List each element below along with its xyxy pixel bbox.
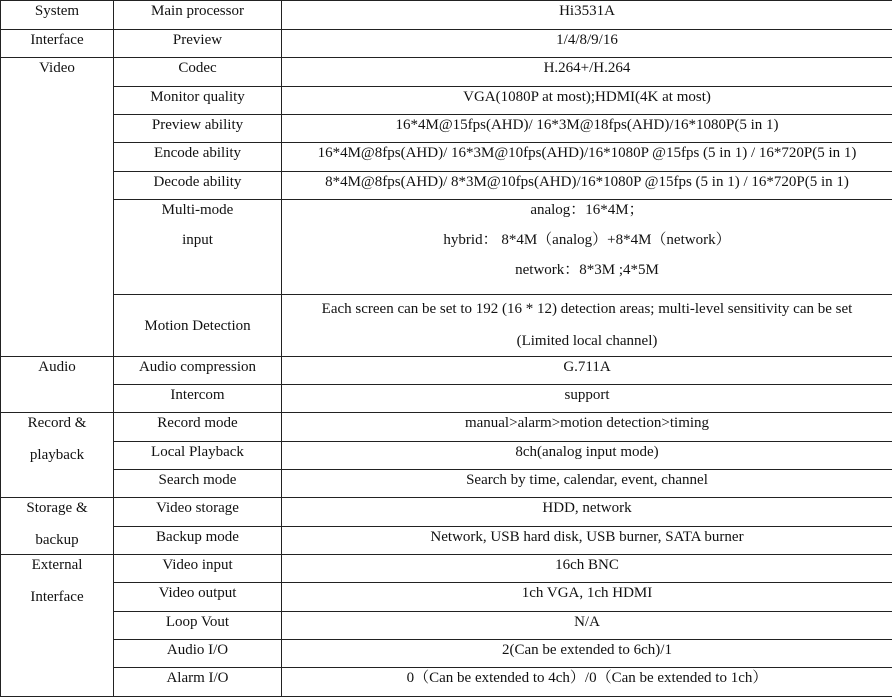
value-cell bbox=[282, 172, 892, 200]
cell-line: Audio compression bbox=[138, 359, 257, 375]
feature-cell bbox=[114, 1, 282, 30]
cell-line: Local Playback bbox=[151, 444, 244, 460]
cell-line: backup bbox=[35, 532, 79, 548]
cell-line: H.264+/H.264 bbox=[543, 60, 631, 76]
cell-line: Monitor quality bbox=[150, 89, 245, 105]
feature-cell bbox=[114, 87, 282, 115]
cell-line: Video storage bbox=[156, 500, 239, 516]
cell-line: Record mode bbox=[157, 415, 238, 431]
category-cell bbox=[1, 555, 114, 697]
cell-line: N/A bbox=[574, 614, 600, 630]
cell-line: Video input bbox=[162, 557, 233, 573]
table-row bbox=[1, 640, 892, 668]
value-cell bbox=[282, 612, 892, 640]
cell-line: Video output bbox=[158, 585, 237, 601]
table-row bbox=[1, 1, 892, 30]
table-row bbox=[1, 498, 892, 527]
cell-line: Decode ability bbox=[153, 174, 242, 190]
value-cell bbox=[282, 200, 892, 295]
feature-cell bbox=[114, 583, 282, 612]
feature-cell bbox=[114, 58, 282, 87]
category-cell bbox=[1, 357, 114, 413]
table-row bbox=[1, 172, 892, 200]
value-cell bbox=[282, 498, 892, 527]
cell-line: System bbox=[34, 3, 80, 19]
value-cell bbox=[282, 87, 892, 115]
feature-cell bbox=[114, 470, 282, 498]
value-cell bbox=[282, 143, 892, 172]
value-cell bbox=[282, 1, 892, 30]
cell-line: 0（Can be extended to 4ch）/0（Can be extended to 1ch） bbox=[406, 670, 768, 686]
cell-line: (Limited local channel) bbox=[516, 333, 658, 349]
table-row bbox=[1, 555, 892, 583]
cell-line: network：8*3M ;4*5M bbox=[515, 262, 659, 278]
feature-cell bbox=[114, 30, 282, 58]
table-row bbox=[1, 442, 892, 470]
feature-cell bbox=[114, 385, 282, 413]
table-row bbox=[1, 413, 892, 442]
cell-line: Interface bbox=[30, 32, 84, 48]
cell-line: 8ch(analog input mode) bbox=[515, 444, 659, 460]
value-cell bbox=[282, 413, 892, 442]
cell-line: External bbox=[31, 557, 83, 573]
feature-cell bbox=[114, 555, 282, 583]
feature-cell bbox=[114, 115, 282, 143]
feature-cell bbox=[114, 200, 282, 295]
cell-line: HDD, network bbox=[542, 500, 632, 516]
value-cell bbox=[282, 668, 892, 697]
table-row bbox=[1, 30, 892, 58]
feature-cell bbox=[114, 527, 282, 555]
cell-line: playback bbox=[29, 447, 85, 463]
value-cell bbox=[282, 30, 892, 58]
cell-line: Backup mode bbox=[156, 529, 239, 545]
category-cell bbox=[1, 1, 114, 30]
cell-line: Encode ability bbox=[153, 145, 242, 161]
cell-line: 2(Can be extended to 6ch)/1 bbox=[502, 642, 672, 658]
table-row bbox=[1, 470, 892, 498]
feature-cell bbox=[114, 640, 282, 668]
cell-line: 8*4M@8fps(AHD)/ 8*3M@10fps(AHD)/16*1080P @15fps (5 in 1) / 16*720P(5 in 1) bbox=[325, 174, 849, 190]
cell-line: Storage & bbox=[26, 500, 88, 516]
cell-line: manual>alarm>motion detection>timing bbox=[464, 415, 710, 431]
value-cell bbox=[282, 357, 892, 385]
value-cell bbox=[282, 115, 892, 143]
cell-line: Multi-mode bbox=[161, 202, 234, 218]
category-cell bbox=[1, 58, 114, 357]
cell-line: Alarm I/O bbox=[166, 670, 229, 686]
value-cell bbox=[282, 58, 892, 87]
feature-cell bbox=[114, 295, 282, 357]
table-row bbox=[1, 115, 892, 143]
feature-cell bbox=[114, 442, 282, 470]
cell-line: Network, USB hard disk, USB burner, SATA burner bbox=[430, 529, 744, 545]
table-row bbox=[1, 385, 892, 413]
feature-cell bbox=[114, 357, 282, 385]
cell-line: Search mode bbox=[158, 472, 237, 488]
value-cell bbox=[282, 640, 892, 668]
cell-line: Main processor bbox=[151, 3, 244, 19]
table-row bbox=[1, 357, 892, 385]
value-cell bbox=[282, 385, 892, 413]
feature-cell bbox=[114, 668, 282, 697]
cell-line: G.711A bbox=[563, 359, 611, 375]
table-row bbox=[1, 583, 892, 612]
cell-line: 16*4M@8fps(AHD)/ 16*3M@10fps(AHD)/16*1080P @15fps (5 in 1) / 16*720P(5 in 1) bbox=[317, 145, 857, 161]
table-row bbox=[1, 527, 892, 555]
cell-line: Hi3531A bbox=[559, 3, 615, 19]
feature-cell bbox=[114, 612, 282, 640]
feature-cell bbox=[114, 143, 282, 172]
table-row bbox=[1, 58, 892, 87]
cell-line: VGA(1080P at most);HDMI(4K at most) bbox=[463, 89, 711, 105]
cell-line: Each screen can be set to 192 (16 * 12) detection areas; multi-level sensitivity can be set bbox=[321, 301, 853, 317]
value-cell bbox=[282, 583, 892, 612]
category-cell bbox=[1, 413, 114, 498]
cell-line: 1ch VGA, 1ch HDMI bbox=[521, 585, 653, 601]
cell-line: Interface bbox=[30, 589, 84, 605]
cell-line: Search by time, calendar, event, channel bbox=[466, 472, 708, 488]
value-cell bbox=[282, 295, 892, 357]
cell-line: Record & bbox=[27, 415, 87, 431]
cell-line: 1/4/8/9/16 bbox=[556, 32, 618, 48]
cell-line: hybrid： 8*4M（analog）+8*4M（network） bbox=[443, 232, 731, 248]
table-row bbox=[1, 295, 892, 357]
cell-line: Preview ability bbox=[151, 117, 244, 133]
cell-line: input bbox=[182, 232, 213, 248]
value-cell bbox=[282, 555, 892, 583]
value-cell bbox=[282, 527, 892, 555]
cell-line: Audio I/O bbox=[166, 642, 229, 658]
table-row bbox=[1, 200, 892, 295]
feature-cell bbox=[114, 413, 282, 442]
feature-cell bbox=[114, 172, 282, 200]
cell-line: Motion Detection bbox=[144, 317, 251, 334]
cell-line: Audio bbox=[38, 359, 76, 375]
feature-cell bbox=[114, 498, 282, 527]
cell-line: support bbox=[564, 387, 610, 403]
cell-line: analog：16*4M； bbox=[530, 202, 644, 218]
table-row bbox=[1, 612, 892, 640]
table-row bbox=[1, 87, 892, 115]
cell-line: Intercom bbox=[170, 387, 225, 403]
cell-line: 16ch BNC bbox=[555, 557, 619, 573]
table-row bbox=[1, 143, 892, 172]
table-row bbox=[1, 668, 892, 697]
spec-table-body bbox=[1, 1, 892, 697]
cell-line: Video bbox=[39, 60, 75, 76]
cell-line: Codec bbox=[178, 60, 217, 76]
cell-line: Preview bbox=[172, 32, 223, 48]
value-cell bbox=[282, 442, 892, 470]
cell-line: 16*4M@15fps(AHD)/ 16*3M@18fps(AHD)/16*1080P(5 in 1) bbox=[395, 117, 779, 133]
cell-line: Loop Vout bbox=[165, 614, 230, 630]
value-cell bbox=[282, 470, 892, 498]
category-cell bbox=[1, 498, 114, 555]
category-cell bbox=[1, 30, 114, 58]
